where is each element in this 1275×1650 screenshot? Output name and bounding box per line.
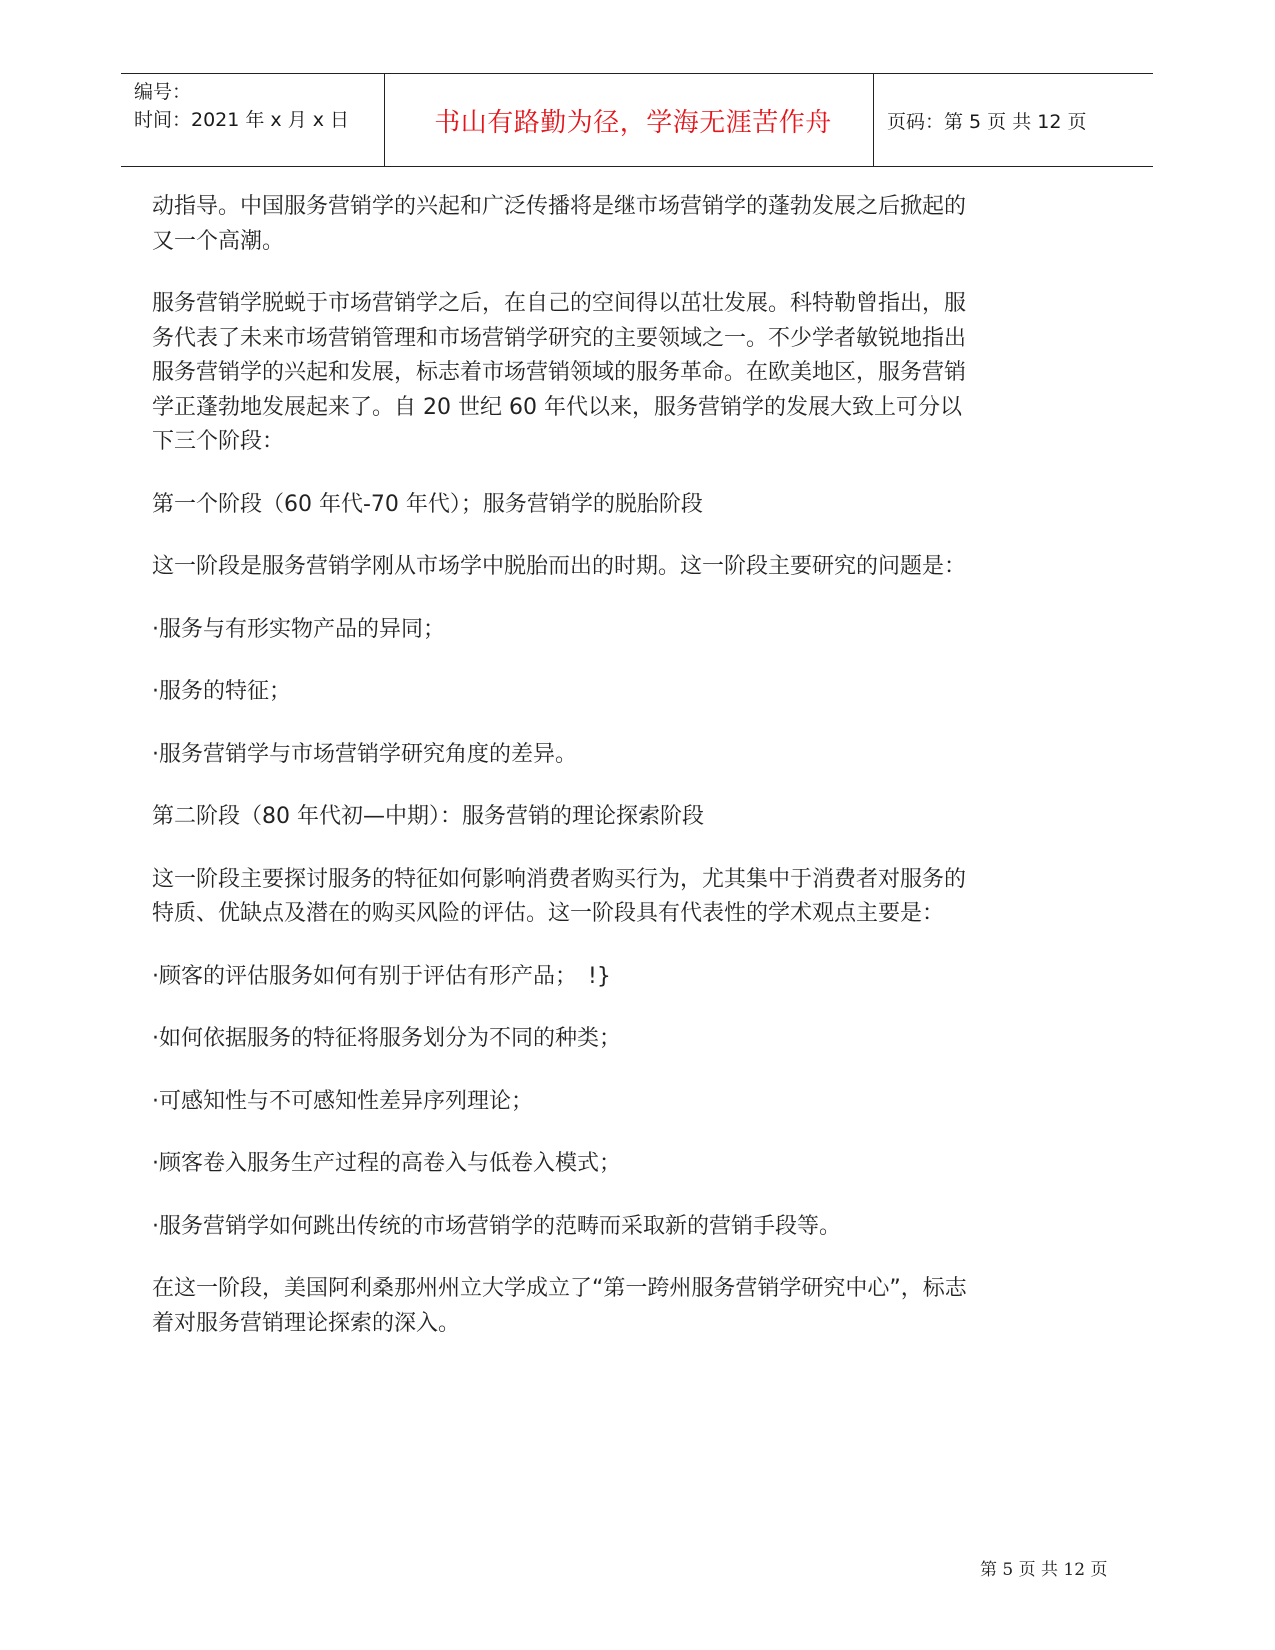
document-number-label: 编号： [134, 81, 192, 103]
bullet-item: ·顾客卷入服务生产过程的高卷入与低卷入模式； [152, 1151, 621, 1176]
section-heading-stage-one: 第一个阶段（60 年代-70 年代）；服务营销学的脱胎阶段 [152, 491, 703, 517]
page-footer: 第 5 页 共 12 页 [980, 1560, 1108, 1580]
paragraph-service-marketing-development: 服务营销学脱蜕于市场营销学之后，在自己的空间得以茁壮发展。科特勒曾指出，服务代表了未来市场营销管理和市场营销学研究的主要领域之一。不少学者敏锐地指出服务营销学的兴起和发展，标志着市场营销领域的服务革命。在欧美地区，服务营销学正蓬勃地发展起来了。自 20 世纪 60 年代以来，服务营销学的发展大致上可分以下三个阶段： [152, 291, 967, 454]
document-time-label: 时间：2021 年 x 月 x 日 [134, 109, 350, 131]
document-header [121, 73, 1153, 167]
header-meta [121, 74, 385, 166]
bullet-item: ·顾客的评估服务如何有别于评估有形产品； !} [152, 963, 611, 989]
bullet-item: ·服务营销学如何跳出传统的市场营销学的范畴而采取新的营销手段等。 [152, 1213, 841, 1239]
paragraph-research-center: 在这一阶段，美国阿利桑那州州立大学成立了“第一跨州服务营销学研究中心”，标志着对服务营销理论探索的深入。 [152, 1276, 967, 1336]
paragraph-stage-one: 这一阶段是服务营销学刚从市场学中脱胎而出的时期。这一阶段主要研究的问题是： [152, 554, 967, 579]
header-page-number: 页码：第 5 页 共 12 页 [887, 110, 1087, 133]
paragraph-intro-continued: 动指导。中国服务营销学的兴起和广泛传播将是继市场营销学的蓬勃发展之后掀起的又一个高潮。 [152, 194, 967, 254]
section-heading-stage-two: 第二阶段（80 年代初—中期）：服务营销的理论探索阶段 [152, 804, 704, 829]
document-body [152, 190, 967, 1369]
paragraph-stage-two: 这一阶段主要探讨服务的特征如何影响消费者购买行为，尤其集中于消费者对服务的特质、优缺点及潜在的购买风险的评估。这一阶段具有代表性的学术观点主要是： [152, 866, 967, 926]
bullet-item: ·服务与有形实物产品的异同； [152, 616, 445, 642]
bullet-item: ·服务营销学与市场营销学研究角度的差异。 [152, 741, 577, 767]
header-page-cell [874, 74, 1153, 166]
header-motto: 书山有路勤为径，学海无涯苦作舟 [434, 107, 832, 138]
header-motto-cell [385, 74, 874, 166]
bullet-item: ·如何依据服务的特征将服务划分为不同的种类； [152, 1026, 621, 1051]
bullet-item: ·可感知性与不可感知性差异序列理论； [152, 1088, 533, 1114]
bullet-item: ·服务的特征； [152, 679, 291, 704]
